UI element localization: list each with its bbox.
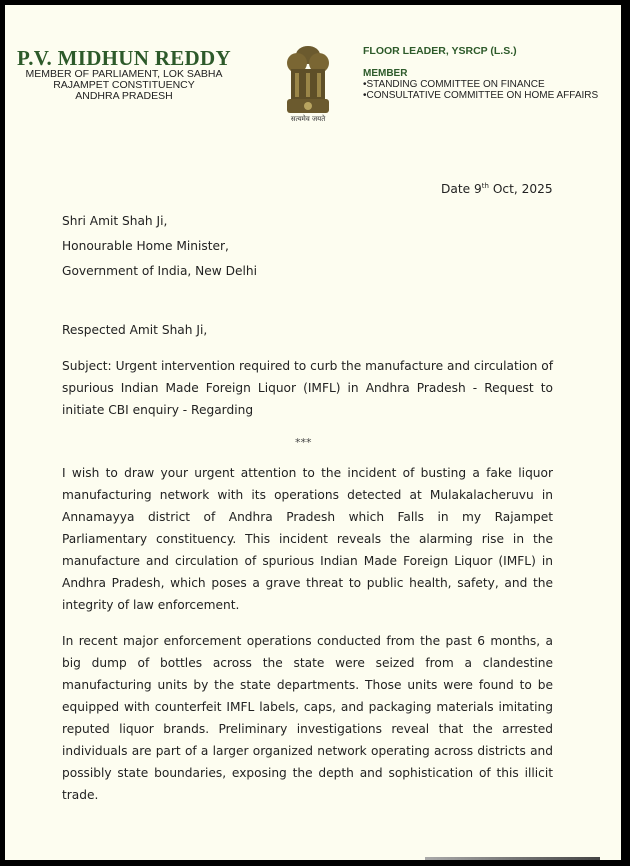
body-paragraph: I wish to draw your urgent attention to the incident of busting a fake liquor manufacturing network with its operations detected at Mulakalacheruvu in Annamayya district of Andhra Pradesh which Falls in my Rajampet Parliamentary constituency. This incident reveals the alarming rise in the manufacture and circulation of spurious Indian Made Foreign Liquor (IMFL) in Andhra Pradesh, which poses a grave threat to public health, safety, and the integrity of law enforcement. [62,466,553,612]
emblem-motto: सत्यमेव जयते [290,115,326,123]
designation-line: ANDHRA PRADESH [75,90,173,102]
recipient-line: Honourable Home Minister, [62,239,229,253]
member-heading: MEMBER [363,68,408,79]
recipient-address [62,214,553,278]
committee-item: •STANDING COMMITTEE ON FINANCE [363,79,545,90]
committee-item: •CONSULTATIVE COMMITTEE ON HOME AFFAIRS [363,90,599,101]
letter-date [441,182,553,196]
separator: *** [295,436,312,449]
letterhead-right [363,45,598,101]
date-rest: Oct, 2025 [488,182,553,197]
sender-name: P.V. MIDHUN REDDY [17,46,231,70]
letter-page [5,5,621,860]
salutation: Respected Amit Shah Ji, [62,323,208,337]
recipient-line: Shri Amit Shah Ji, [62,214,168,228]
designation-line: MEMBER OF PARLIAMENT, LOK SABHA [25,68,223,80]
designation-line: RAJAMPET CONSTITUENCY [53,79,195,91]
page-edge-line [425,857,600,860]
body-paragraph: In recent major enforcement operations conducted from the past 6 months, a big dump of bottles across the state were seized from a clandestine manufacturing units by the state departments. Those units were found to be equipped with counterfeit IMFL labels, caps, and packaging materials imitating reputed liquor brands. Preliminary investigations reveal that the arrested individuals are part of a larger organized network operating across districts and possibly state boundaries, exposing the depth and sophistication of this illicit trade. [62,634,553,802]
recipient-line: Government of India, New Delhi [62,264,257,278]
letterhead-left [17,47,231,102]
date-suffix: th [481,182,489,190]
date-prefix: Date 9 [441,182,482,197]
subject-line: Subject: Urgent intervention required to curb the manufacture and circulation of spurious Indian Made Foreign Liquor (IMFL) in Andhra Pradesh - Request to initiate CBI enquiry - Regarding [62,359,553,417]
floor-leader-title: FLOOR LEADER, YSRCP (L.S.) [363,45,517,57]
